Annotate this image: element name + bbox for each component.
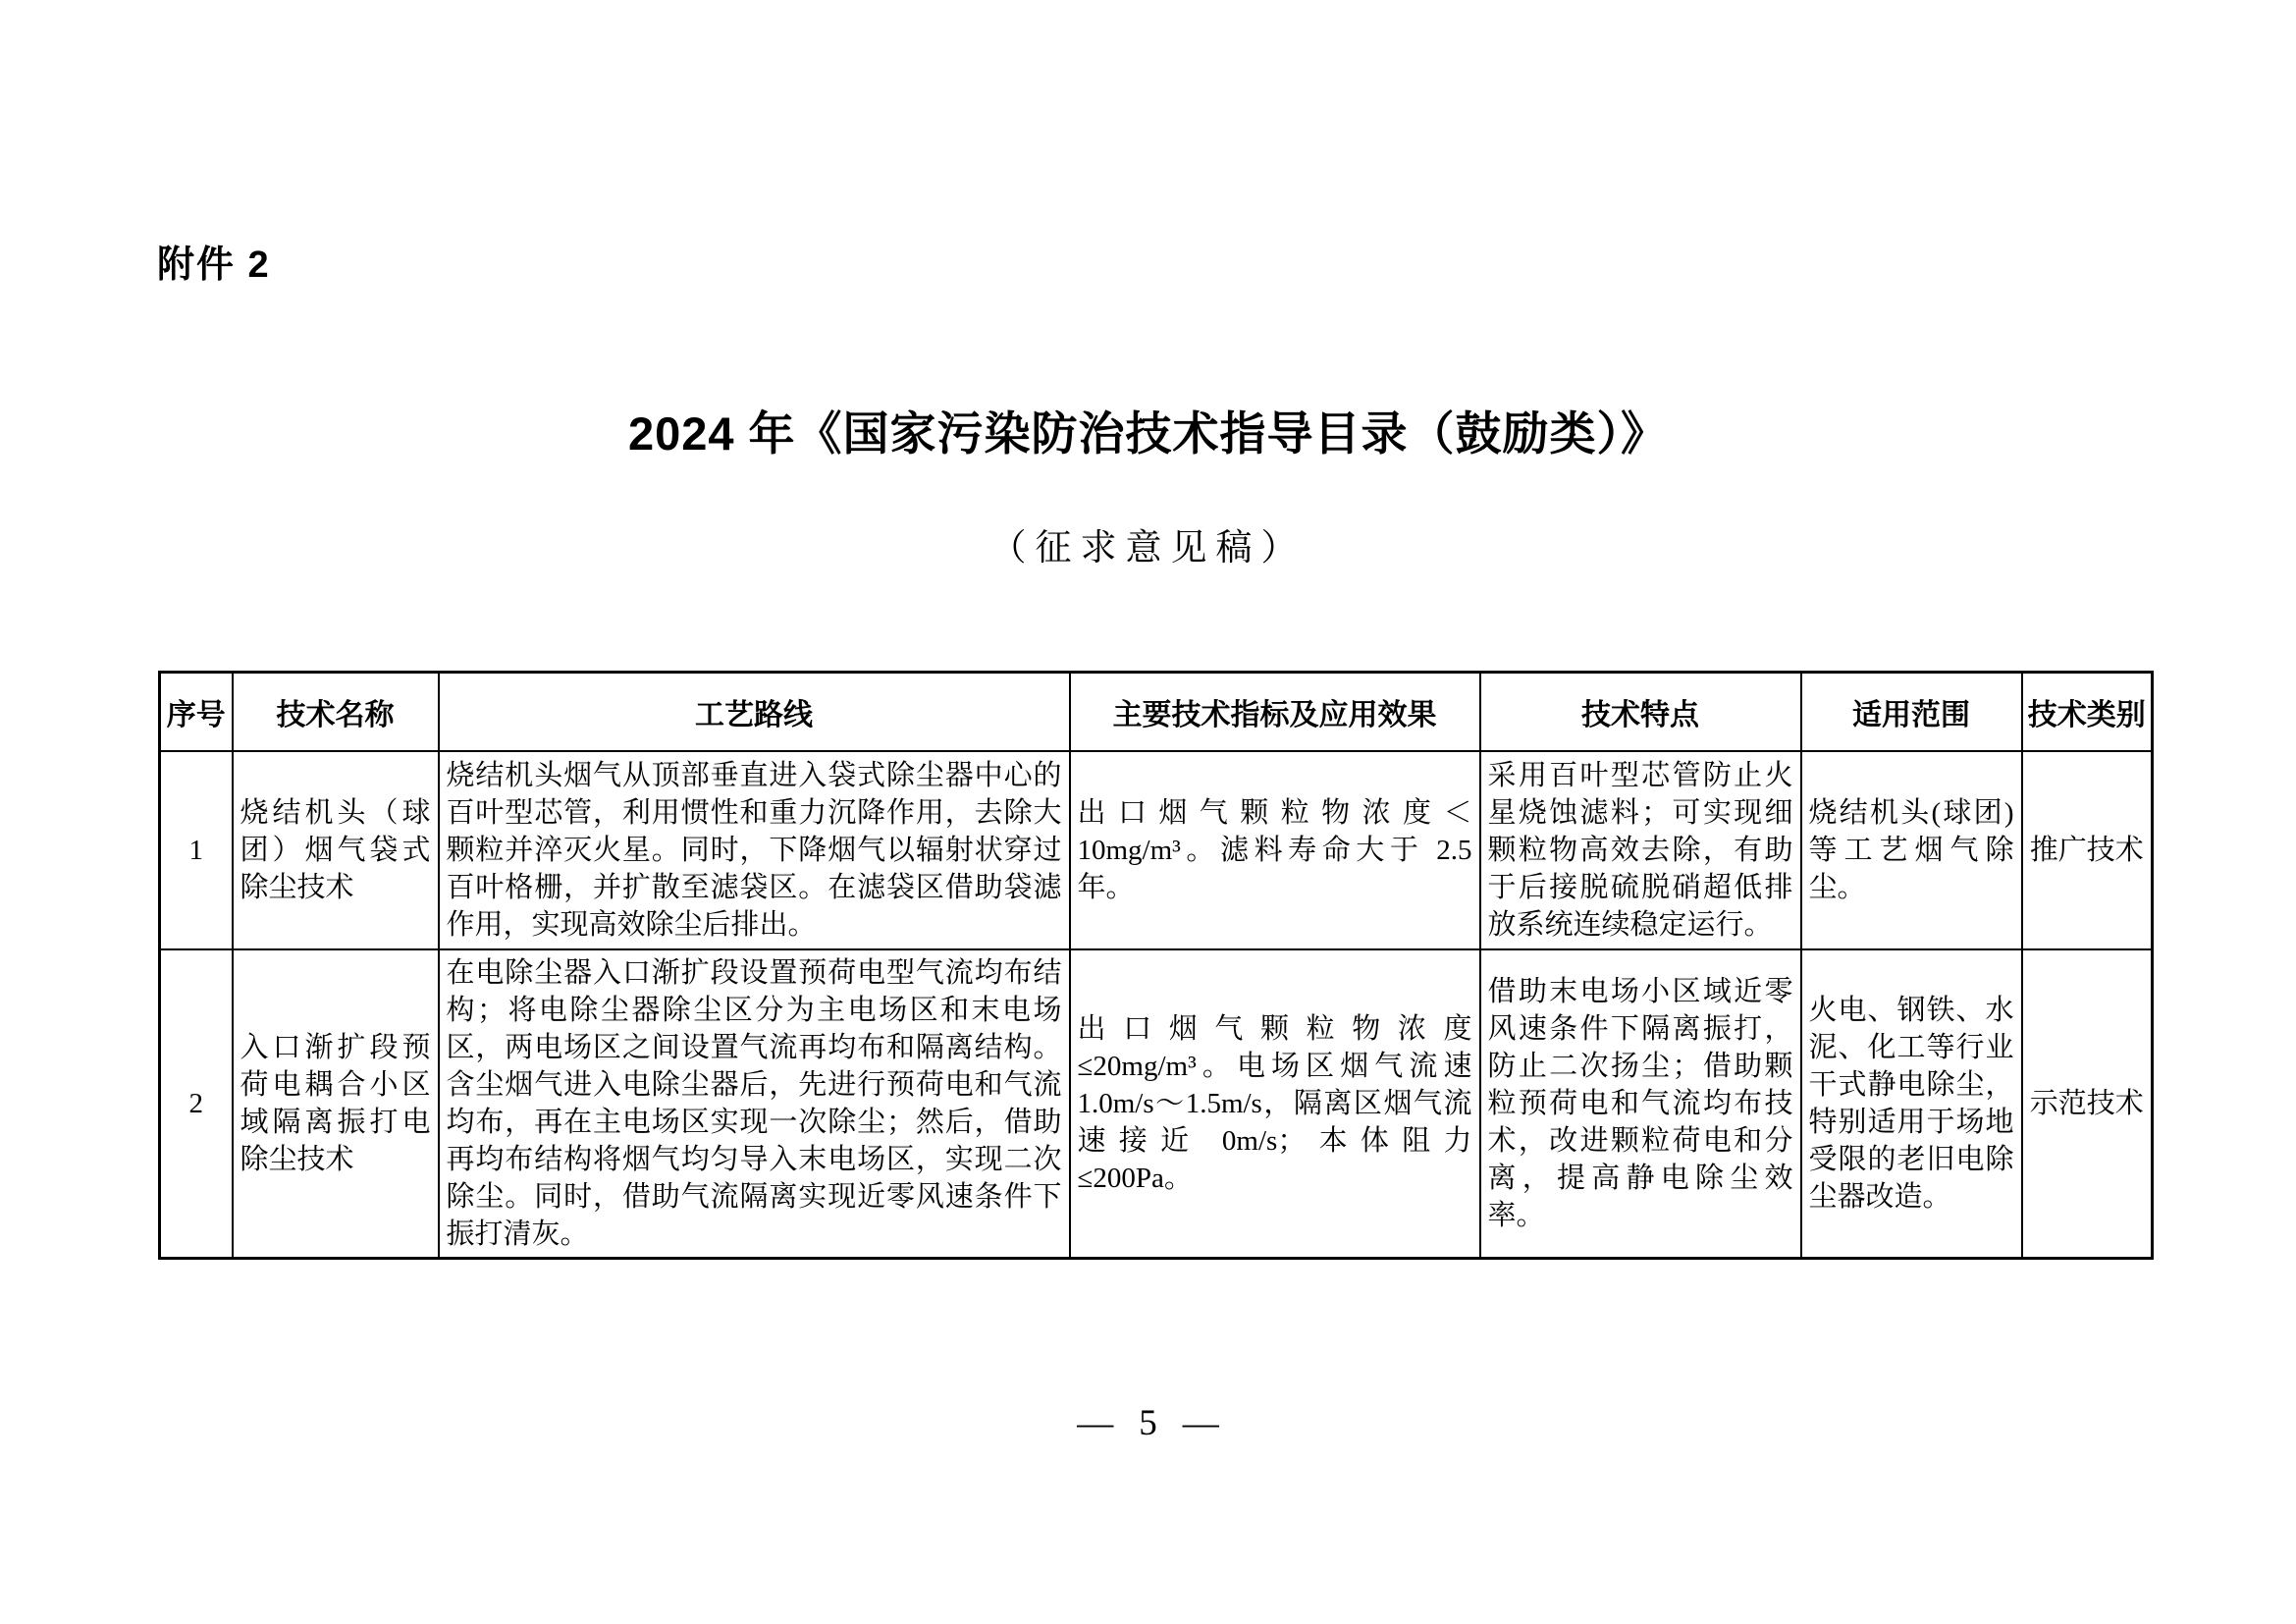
- row2-technical-features: 借助末电场小区域近零风速条件下隔离振打，防止二次扬尘；借助颗粒预荷电和气流均布技术，改进颗粒荷电和分离，提高静电除尘效率。: [1480, 949, 1801, 1259]
- catalog-table: [158, 671, 2154, 1260]
- page-subtitle: （征求意见稿）: [989, 528, 1307, 568]
- footer-dash-right: —: [1182, 1403, 1219, 1443]
- row1-process-route: 烧结机头烟气从顶部垂直进入袋式除尘器中心的百叶型芯管，利用惯性和重力沉降作用，去除大颗粒并淬灭火星。同时，下降烟气以辐射状穿过百叶格栅，并扩散至滤袋区。在滤袋区借助袋滤作用，实现高效除尘后排出。: [439, 751, 1070, 949]
- table-header-row: [160, 673, 2153, 751]
- row2-key-indicators: 出口烟气颗粒物浓度≤20mg/m³。电场区烟气流速 1.0m/s～1.5m/s，隔离区烟气流速接近 0m/s；本体阻力≤200Pa。: [1070, 949, 1480, 1259]
- header-technology-name: 技术名称: [233, 673, 439, 751]
- table-row: [160, 751, 2153, 949]
- row1-technology-category: 推广技术: [2022, 751, 2153, 949]
- row1-application-scope: 烧结机头(球团)等工艺烟气除尘。: [1801, 751, 2022, 949]
- row2-technology-category: 示范技术: [2022, 949, 2153, 1259]
- header-technology-category: 技术类别: [2022, 673, 2153, 751]
- page-footer: [0, 1402, 2296, 1444]
- row1-technical-features: 采用百叶型芯管防止火星烧蚀滤料；可实现细颗粒物高效去除，有助于后接脱硫脱硝超低排放系统连续稳定运行。: [1480, 751, 1801, 949]
- header-key-indicators: 主要技术指标及应用效果: [1070, 673, 1480, 751]
- page-number: 5: [1139, 1403, 1157, 1443]
- row1-technology-name: 烧结机头（球团）烟气袋式除尘技术: [233, 751, 439, 949]
- row2-serial-number: 2: [160, 949, 233, 1259]
- table-row: [160, 949, 2153, 1259]
- footer-dash-left: —: [1077, 1403, 1114, 1443]
- attachment-label: 附件 2: [157, 244, 271, 286]
- row2-process-route: 在电除尘器入口渐扩段设置预荷电型气流均布结构；将电除尘器除尘区分为主电场区和末电场区，两电场区之间设置气流再均布和隔离结构。含尘烟气进入电除尘器后，先进行预荷电和气流均布，再在主电场区实现一次除尘；然后，借助再均布结构将烟气均匀导入末电场区，实现二次除尘。同时，借助气流隔离实现近零风速条件下振打清灰。: [439, 949, 1070, 1259]
- row1-serial-number: 1: [160, 751, 233, 949]
- page-title: 2024 年《国家污染防治技术指导目录（鼓励类）》: [627, 407, 1669, 460]
- row2-technology-name: 入口渐扩段预荷电耦合小区域隔离振打电除尘技术: [233, 949, 439, 1259]
- header-process-route: 工艺路线: [439, 673, 1070, 751]
- header-technical-features: 技术特点: [1480, 673, 1801, 751]
- catalog-table-container: [158, 671, 2151, 1260]
- row1-key-indicators: 出口烟气颗粒物浓度＜10mg/m³。滤料寿命大于 2.5 年。: [1070, 751, 1480, 949]
- header-serial-number: 序号: [160, 673, 233, 751]
- row2-application-scope: 火电、钢铁、水泥、化工等行业干式静电除尘，特别适用于场地受限的老旧电除尘器改造。: [1801, 949, 2022, 1259]
- header-application-scope: 适用范围: [1801, 673, 2022, 751]
